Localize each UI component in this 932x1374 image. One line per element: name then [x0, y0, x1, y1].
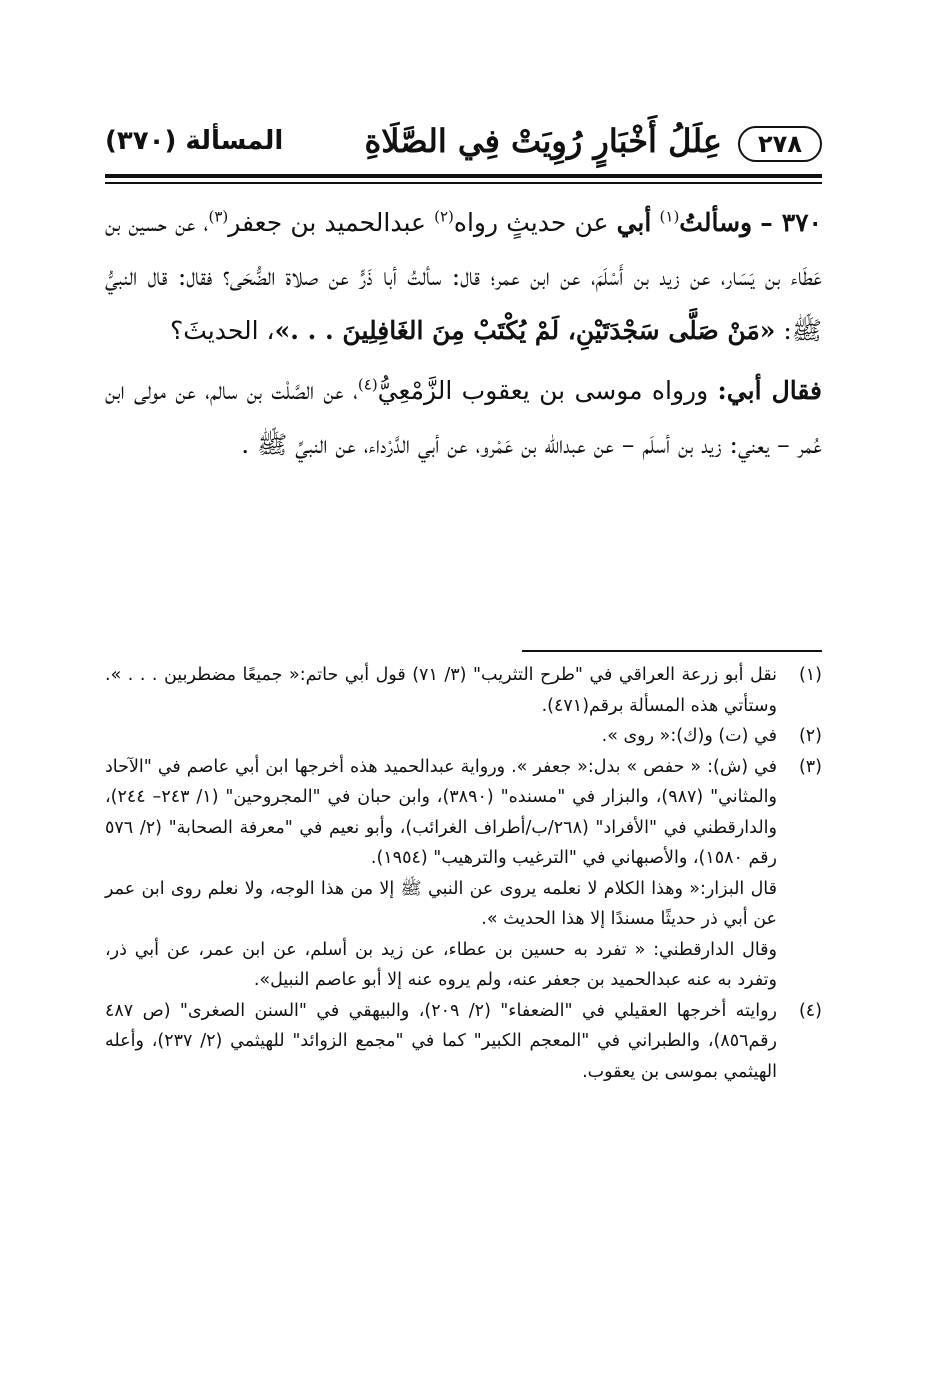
page-number: ٢٧٨ [758, 130, 802, 158]
page-number-badge [738, 126, 822, 162]
answer-lead: فقال أبي: [717, 376, 823, 405]
header-rule-thick [105, 174, 822, 178]
footnote-number: (١) [798, 665, 822, 685]
footnote-4 [105, 996, 822, 1088]
footnote-ref-4: (٤) [357, 375, 378, 394]
main-text [105, 196, 822, 472]
footnote-text: في (ش): « حفص » بدل:« جعفر ». ورواية عبدالحميد هذه أخرجها ابن أبي عاصم في "الآحاد والمثاني" (٩٨٧)، والبزار في "مسنده" (٣٨٩٠)، وابن حبان في "المجروحين" (١/ ٢٤٣– ٢٤٤)، والدارقطني في "الأفراد" (٢٦٨/ب/أطراف الغرائب)، وأبو نعيم في "معرفة الصحابة" (٢/ ٥٧٦ رقم ١٥٨٠)، والأصبهاني في "الترغيب والترهيب" (١٩٥٤). [105, 756, 777, 868]
question-text-e: ، عن حسين بن عَطَاء بن يَسَار، عن زيد بن أَسْلَمَ، عن ابن عمر؛ قال: سألتُ أبا ذَرٍّ عن صلاة الضُّحَى؟ فقال: قال النبيُّ ﷺ: [105, 208, 822, 345]
footnote-extra-bazzar: قال البزار:« وهذا الكلام لا نعلمه يروى عن النبي ﷺ إلا من هذا الوجه، ولا نعلم روى ابن عمر عن أبي ذر حديثًا مسندًا إلا هذا الحديث ». [105, 878, 777, 929]
footnote-ref-3: (٣) [208, 207, 229, 226]
footnote-number: (٤) [798, 1000, 822, 1021]
answer-paragraph [105, 364, 822, 472]
footnotes [105, 660, 822, 1087]
footnote-text: في (ت) و(ك):« روى ». [601, 726, 777, 746]
footnote-number: (٢) [798, 726, 822, 746]
question-text-f: ، الحديثَ؟ [169, 316, 275, 345]
book-title: عِلَلُ أَخْبَارٍ رُوِيَتْ فِي الصَّلَاةِ [364, 122, 722, 160]
question-text-d: عبدالحميد بن جعفر [228, 208, 426, 237]
footnote-ref-1: (١) [659, 207, 680, 226]
answer-text-b: ، عن الصَّلْت بن سالم، عن مولى ابن عُمر – يعني: زيد بن أسلَم – عن عبدالله بن عَمْرو، عن أبي الدَّرْداء، عن النبيِّ ﷺ . [105, 376, 822, 459]
question-text-c: عن حديثٍ رواه [453, 208, 609, 237]
footnote-text: روايته أخرجها العقيلي في "الضعفاء" (٢/ ٢٠٩)، والبيهقي في "السنن الصغرى" (ص ٤٨٧ رقم٨٥٦)، والطبراني في "المعجم الكبير" كما في "مجمع الزوائد" للهيثمي (٢/ ٢٣٧)، وأعله الهيثمي بموسى بن يعقوب. [105, 1000, 777, 1082]
footnote-extra-daraqutni: وقال الدارقطني: « تفرد به حسين بن عطاء، عن زيد بن أسلم، عن ابن عمر، عن أبي ذر، وتفرد به عنه عبدالحميد بن جعفر عنه، ولم يروه عنه إلا أبو عاصم النبيل». [105, 939, 777, 990]
footnote-1 [105, 660, 822, 721]
question-paragraph [105, 196, 822, 358]
header-rule-thin [105, 182, 822, 184]
footnote-separator [522, 650, 822, 652]
question-text-b: أبي [616, 208, 652, 237]
footnote-ref-2: (٢) [434, 207, 454, 226]
answer-text-a: ورواه موسى بن يعقوب الزَّمْعِيُّ [377, 376, 709, 405]
section-title: المسألة (٣٧٠) [105, 126, 284, 156]
footnote-2 [105, 721, 822, 752]
question-text-a: وسألتُ [679, 208, 753, 237]
question-number: ٣٧٠ – [760, 208, 822, 237]
footnote-number: (٣) [798, 756, 822, 777]
hadith-quote: «مَنْ صَلَّى سَجْدَتَيْنِ، لَمْ يُكْتَبْ مِنَ الغَافِلِينَ . . .» [274, 316, 776, 345]
page-header [105, 120, 822, 168]
footnote-text: نقل أبو زرعة العراقي في "طرح التثريب" (٣/ ٧١) قول أبي حاتم:« جميعًا مضطربين . . . ». وستأتي هذه المسألة برقم(٤٧١). [105, 665, 777, 716]
footnote-3 [105, 752, 822, 996]
